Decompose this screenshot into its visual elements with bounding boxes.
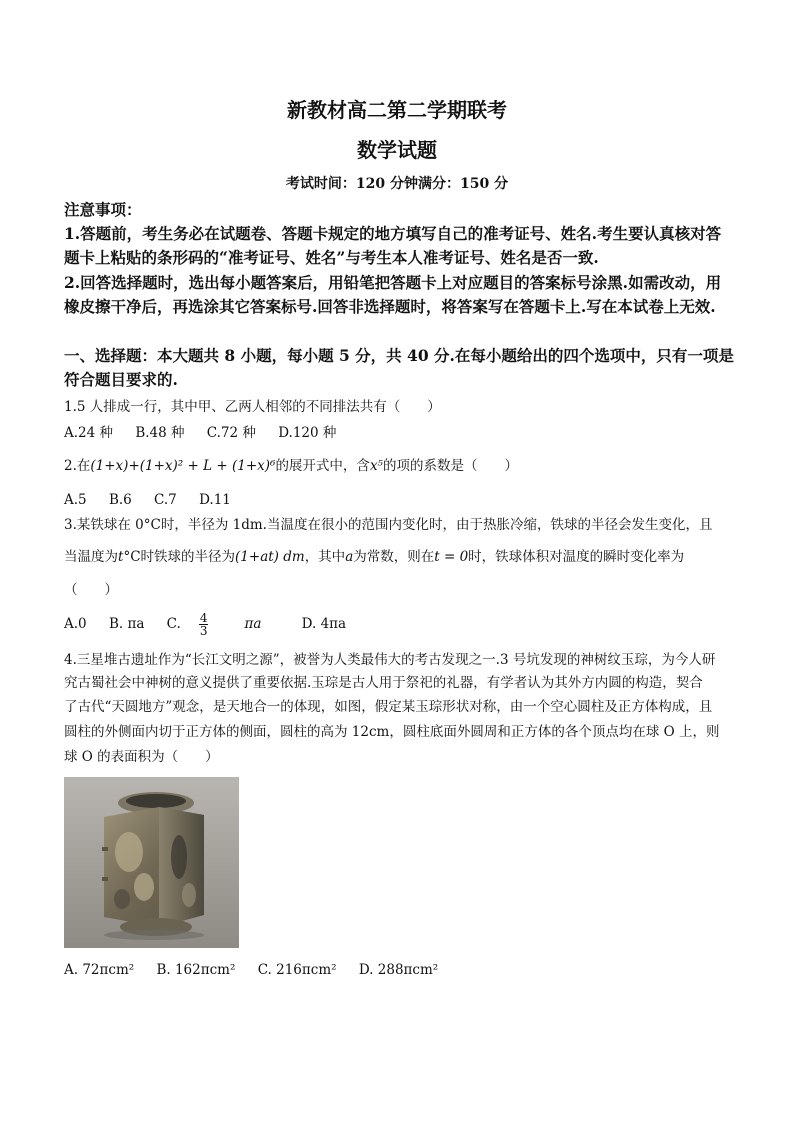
q4-option-c: C. 216πcm²	[257, 962, 337, 978]
q1-option-c: C.72 种	[206, 425, 256, 441]
jade-cong-photo	[64, 777, 239, 948]
notes-item-2: 2.回答选择题时，选出每小题答案后，用铅笔把答题卡上对应题目的答案标号涂黑.如需改动，用橡皮擦干净后，再选涂其它答案标号.回答非选择题时，将答案写在答题卡上.写在本试卷上无效.	[64, 273, 722, 316]
exam-info: 考试时间：120 分钟满分：150 分	[285, 176, 509, 192]
q4-line-2: 究古蜀社会中神树的意义提供了重要依据.玉琮是古人用于祭祀的礼器，有学者认为其外方内圆的构造，契合	[64, 675, 703, 691]
q2-option-c: C.7	[154, 492, 177, 508]
q4-line-1: 4.三星堆古遗址作为“长江文明之源”，被誉为人类最伟大的考古发现之一.3 号坑发现的神树纹玉琮，为今人研	[64, 652, 716, 668]
q2-options	[64, 490, 249, 510]
q4-line-5: 球 O 的表面积为（ ）	[64, 749, 219, 765]
q1-option-a: A.24 种	[64, 425, 114, 441]
q2-option-b: B.6	[108, 492, 132, 508]
q4-option-b: B. 162πcm²	[156, 962, 236, 978]
q3-option-c: C. $\frac{4}{3}$ πa	[166, 611, 262, 638]
q2-stem: 2.在(1+x)+(1+x)² + L + (1+x)⁶的展开式中，含x⁵的项的系数是（ ）	[64, 458, 518, 474]
q3-line-1: 3.某铁球在 0°C时，半径为 1dm.当温度在很小的范围内变化时，由于热胀冷缩，铁球的半径会发生变化，且	[64, 517, 713, 533]
q3-line-2: 当温度为t°C时铁球的半径为(1+at) dm，其中a为常数，则在t = 0时，铁球体积对温度的瞬时变化率为	[64, 549, 685, 565]
q4-line-3: 了古代“天圆地方”观念，是天地合一的体现，如图，假定某玉琮形状对称，由一个空心圆柱及正方体构成，且	[64, 699, 713, 715]
fraction: $\frac{4}{3}$	[199, 611, 208, 638]
q1-stem: 1.5 人排成一行，其中甲、乙两人相邻的不同排法共有（ ）	[64, 399, 441, 415]
notes-heading: 注意事项：	[64, 200, 142, 219]
notes-item-1: 1.答题前，考生务必在试题卷、答题卡规定的地方填写自己的准考证号、姓名.考生要认真核对答题卡上粘贴的条形码的“准考证号、姓名”与考生本人准考证号、姓名是否一致.	[64, 224, 722, 267]
q1-options	[64, 423, 354, 443]
section-1-heading: 一、选择题：本大题共 8 小题，每小题 5 分，共 40 分.在每小题给出的四个选项中，只有一项是符合题目要求的.	[64, 346, 734, 389]
q4-option-d: D. 288πcm²	[358, 962, 439, 978]
q1-option-b: B.48 种	[135, 425, 185, 441]
q1-option-d: D.120 种	[278, 425, 337, 441]
q4-option-a: A. 72πcm²	[64, 962, 135, 978]
q2-option-d: D.11	[199, 492, 231, 508]
q3-option-b: B. πa	[108, 616, 145, 632]
q3-options	[64, 612, 364, 637]
exam-subject: 数学试题	[357, 138, 437, 162]
q2-term: x⁵	[369, 458, 383, 474]
q3-option-d: D. 4πa	[301, 616, 347, 632]
q3-option-a: A.0	[64, 616, 87, 632]
q4-line-4: 圆柱的外侧面内切于正方体的侧面，圆柱的高为 12cm，圆柱底面外圆周和正方体的各个顶点均在球 O 上，则	[64, 724, 720, 740]
q4-options	[64, 960, 456, 980]
exam-title: 新教材高二第二学期联考	[287, 98, 507, 122]
q2-expression: (1+x)+(1+x)² + L + (1+x)⁶	[90, 458, 276, 474]
q3-paren: （ ）	[64, 582, 118, 598]
q2-option-a: A.5	[64, 492, 87, 508]
